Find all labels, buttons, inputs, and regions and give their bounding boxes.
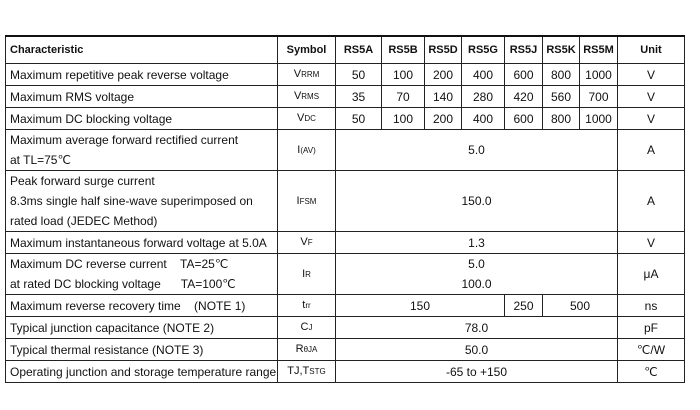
header-part: RS5G bbox=[462, 36, 505, 64]
unit-cell: pF bbox=[618, 317, 685, 339]
row-ifsm bbox=[6, 171, 685, 232]
value-cell: 100 bbox=[382, 64, 425, 86]
value-cell: 5.0 100.0 bbox=[336, 254, 618, 295]
row-label: Typical junction capacitance (NOTE 2) bbox=[6, 317, 278, 339]
unit-cell: ℃/W bbox=[618, 339, 685, 361]
unit-cell: V bbox=[618, 108, 685, 130]
unit-cell: ns bbox=[618, 295, 685, 317]
row-label: Peak forward surge current 8.3ms single half sine-wave superimposed on rated load (JEDEC Method) bbox=[6, 171, 278, 232]
value-cell: 800 bbox=[543, 108, 580, 130]
header-characteristic: Characteristic bbox=[6, 36, 278, 64]
row-label: Maximum DC reverse current TA=25℃ at rated DC blocking voltage TA=100℃ bbox=[6, 254, 278, 295]
value-cell: 150 bbox=[336, 295, 505, 317]
row-ir bbox=[6, 254, 685, 295]
value-cell: 50 bbox=[336, 64, 382, 86]
unit-cell: A bbox=[618, 130, 685, 171]
value-cell: 1000 bbox=[580, 108, 618, 130]
row-vrms bbox=[6, 86, 685, 108]
symbol-cell: I(AV) bbox=[278, 130, 336, 171]
value-cell: 1.3 bbox=[336, 232, 618, 254]
value-cell: 600 bbox=[505, 108, 543, 130]
header-part: RS5D bbox=[425, 36, 462, 64]
header-part: RS5B bbox=[382, 36, 425, 64]
row-tj bbox=[6, 361, 685, 383]
row-label: Typical thermal resistance (NOTE 3) bbox=[6, 339, 278, 361]
value-cell: 100 bbox=[382, 108, 425, 130]
unit-cell: μA bbox=[618, 254, 685, 295]
unit-cell: A bbox=[618, 171, 685, 232]
value-cell: 280 bbox=[462, 86, 505, 108]
value-cell: 140 bbox=[425, 86, 462, 108]
unit-cell: V bbox=[618, 232, 685, 254]
value-cell: 50.0 bbox=[336, 339, 618, 361]
row-cj bbox=[6, 317, 685, 339]
row-vf bbox=[6, 232, 685, 254]
header-part: RS5A bbox=[336, 36, 382, 64]
value-cell: 150.0 bbox=[336, 171, 618, 232]
unit-cell: V bbox=[618, 64, 685, 86]
row-label: Maximum RMS voltage bbox=[6, 86, 278, 108]
value-cell: 500 bbox=[543, 295, 618, 317]
value-cell: 400 bbox=[462, 64, 505, 86]
symbol-cell: VRMS bbox=[278, 86, 336, 108]
header-part: RS5M bbox=[580, 36, 618, 64]
symbol-cell: IFSM bbox=[278, 171, 336, 232]
symbol-cell: IR bbox=[278, 254, 336, 295]
value-cell: 420 bbox=[505, 86, 543, 108]
value-cell: 1000 bbox=[580, 64, 618, 86]
row-iav bbox=[6, 130, 685, 171]
value-cell: 200 bbox=[425, 64, 462, 86]
header-symbol: Symbol bbox=[278, 36, 336, 64]
row-label: Maximum instantaneous forward voltage at 5.0A bbox=[6, 232, 278, 254]
value-cell: 78.0 bbox=[336, 317, 618, 339]
header-part: RS5K bbox=[543, 36, 580, 64]
header-row bbox=[6, 36, 685, 64]
value-cell: -65 to +150 bbox=[336, 361, 618, 383]
symbol-cell: trr bbox=[278, 295, 336, 317]
row-trr bbox=[6, 295, 685, 317]
value-cell: 200 bbox=[425, 108, 462, 130]
value-cell: 70 bbox=[382, 86, 425, 108]
value-cell: 50 bbox=[336, 108, 382, 130]
row-vdc bbox=[6, 108, 685, 130]
symbol-cell: VRRM bbox=[278, 64, 336, 86]
value-cell: 700 bbox=[580, 86, 618, 108]
value-cell: 250 bbox=[505, 295, 543, 317]
row-label: Maximum repetitive peak reverse voltage bbox=[6, 64, 278, 86]
row-label: Maximum average forward rectified current at TL=75℃ bbox=[6, 130, 278, 171]
symbol-cell: VDC bbox=[278, 108, 336, 130]
symbol-cell: CJ bbox=[278, 317, 336, 339]
header-part: RS5J bbox=[505, 36, 543, 64]
row-vrrm bbox=[6, 64, 685, 86]
unit-cell: ℃ bbox=[618, 361, 685, 383]
symbol-cell: VF bbox=[278, 232, 336, 254]
header-unit: Unit bbox=[618, 36, 685, 64]
symbol-cell: TJ,TSTG bbox=[278, 361, 336, 383]
value-cell: 35 bbox=[336, 86, 382, 108]
characteristics-table bbox=[5, 35, 685, 383]
value-cell: 600 bbox=[505, 64, 543, 86]
symbol-cell: RθJA bbox=[278, 339, 336, 361]
value-cell: 5.0 bbox=[336, 130, 618, 171]
value-cell: 800 bbox=[543, 64, 580, 86]
row-label: Maximum DC blocking voltage bbox=[6, 108, 278, 130]
row-rth bbox=[6, 339, 685, 361]
value-cell: 400 bbox=[462, 108, 505, 130]
value-cell: 560 bbox=[543, 86, 580, 108]
row-label: Operating junction and storage temperature range bbox=[6, 361, 278, 383]
unit-cell: V bbox=[618, 86, 685, 108]
row-label: Maximum reverse recovery time (NOTE 1) bbox=[6, 295, 278, 317]
